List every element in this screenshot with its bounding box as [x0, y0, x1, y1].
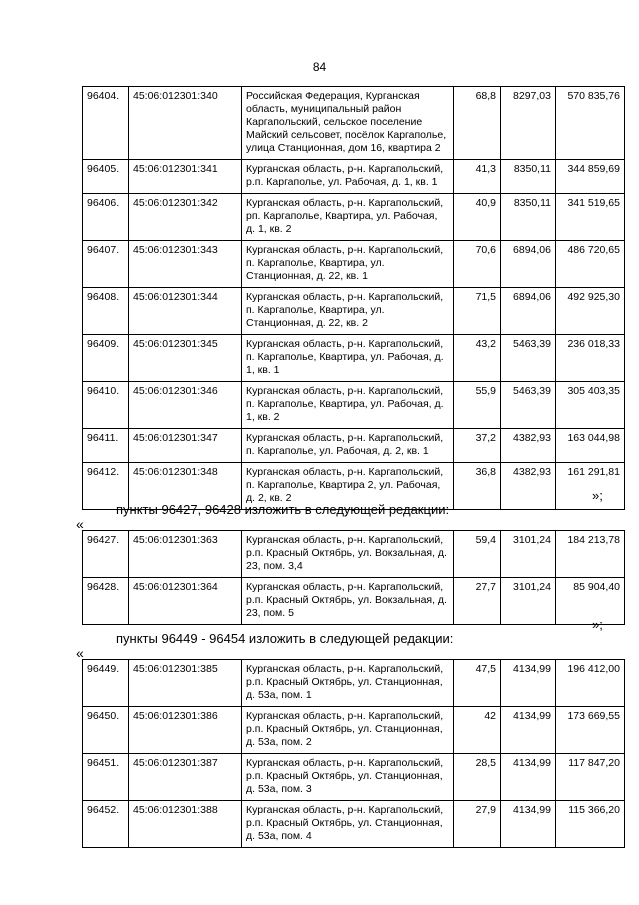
table-row — [83, 382, 625, 429]
unit-price-cell: 8350,11 — [501, 160, 556, 194]
area-cell: 70,6 — [454, 241, 501, 288]
row-number-cell: 96409. — [83, 335, 129, 382]
unit-price-cell: 3101,24 — [501, 531, 556, 578]
table-row — [83, 801, 625, 848]
cadastral-number-cell: 45:06:012301:342 — [129, 194, 242, 241]
cadastral-number-cell: 45:06:012301:343 — [129, 241, 242, 288]
row-number-cell: 96428. — [83, 578, 129, 625]
table-row — [83, 707, 625, 754]
opening-quote-2: « — [76, 645, 84, 661]
row-number-cell: 96404. — [83, 87, 129, 160]
register-table-3 — [82, 659, 625, 848]
cadastral-cost-cell: 344 859,69 — [556, 160, 625, 194]
row-number-cell: 96411. — [83, 429, 129, 463]
address-cell: Курганская область, р-н. Каргапольский, п. Каргаполье, Квартира, ул. Рабочая, д. 1, кв. 2 — [242, 382, 454, 429]
area-cell: 40,9 — [454, 194, 501, 241]
closing-quote-1: »; — [592, 488, 603, 503]
table-row — [83, 194, 625, 241]
row-number-cell: 96406. — [83, 194, 129, 241]
address-cell: Курганская область, р-н. Каргапольский, р.п. Каргаполье, ул. Рабочая, д. 1, кв. 1 — [242, 160, 454, 194]
unit-price-cell: 4134,99 — [501, 707, 556, 754]
table-row — [83, 660, 625, 707]
table-row — [83, 531, 625, 578]
cadastral-number-cell: 45:06:012301:364 — [129, 578, 242, 625]
unit-price-cell: 4134,99 — [501, 801, 556, 848]
table-row — [83, 241, 625, 288]
unit-price-cell: 8297,03 — [501, 87, 556, 160]
unit-price-cell: 4382,93 — [501, 429, 556, 463]
table-row — [83, 288, 625, 335]
cadastral-number-cell: 45:06:012301:386 — [129, 707, 242, 754]
row-number-cell: 96408. — [83, 288, 129, 335]
unit-price-cell: 4134,99 — [501, 754, 556, 801]
area-cell: 42 — [454, 707, 501, 754]
unit-price-cell: 6894,06 — [501, 288, 556, 335]
area-cell: 55,9 — [454, 382, 501, 429]
address-cell: Курганская область, р-н. Каргапольский, п. Каргаполье, ул. Рабочая, д. 2, кв. 1 — [242, 429, 454, 463]
cadastral-number-cell: 45:06:012301:387 — [129, 754, 242, 801]
cadastral-cost-cell: 115 366,20 — [556, 801, 625, 848]
row-number-cell: 96407. — [83, 241, 129, 288]
row-number-cell: 96449. — [83, 660, 129, 707]
address-cell: Курганская область, р-н. Каргапольский, рп. Каргаполье, Квартира, ул. Рабочая, д. 1, кв. 2 — [242, 194, 454, 241]
table-row — [83, 335, 625, 382]
cadastral-cost-cell: 117 847,20 — [556, 754, 625, 801]
area-cell: 27,9 — [454, 801, 501, 848]
table-row — [83, 87, 625, 160]
address-cell: Курганская область, р-н. Каргапольский, р.п. Красный Октябрь, ул. Станционная, д. 53а, пом. 1 — [242, 660, 454, 707]
page-number: 84 — [312, 60, 327, 74]
area-cell: 68,8 — [454, 87, 501, 160]
cadastral-number-cell: 45:06:012301:341 — [129, 160, 242, 194]
cadastral-cost-cell: 196 412,00 — [556, 660, 625, 707]
area-cell: 43,2 — [454, 335, 501, 382]
address-cell: Курганская область, р-н. Каргапольский, п. Каргаполье, Квартира 2, ул. Рабочая, д. 2, кв. 2 — [242, 463, 454, 510]
cadastral-cost-cell: 163 044,98 — [556, 429, 625, 463]
area-cell: 36,8 — [454, 463, 501, 510]
closing-quote-2: »; — [592, 617, 603, 632]
row-number-cell: 96405. — [83, 160, 129, 194]
unit-price-cell: 3101,24 — [501, 578, 556, 625]
unit-price-cell: 4382,93 — [501, 463, 556, 510]
row-number-cell: 96427. — [83, 531, 129, 578]
table-row — [83, 754, 625, 801]
unit-price-cell: 8350,11 — [501, 194, 556, 241]
cadastral-cost-cell: 492 925,30 — [556, 288, 625, 335]
row-number-cell: 96451. — [83, 754, 129, 801]
address-cell: Курганская область, р-н. Каргапольский, р.п. Красный Октябрь, ул. Вокзальная, д. 23, пом. 5 — [242, 578, 454, 625]
row-number-cell: 96452. — [83, 801, 129, 848]
cadastral-cost-cell: 486 720,65 — [556, 241, 625, 288]
cadastral-cost-cell: 161 291,81 — [556, 463, 625, 510]
table-row — [83, 578, 625, 625]
cadastral-cost-cell: 341 519,65 — [556, 194, 625, 241]
area-cell: 28,5 — [454, 754, 501, 801]
register-table-2 — [82, 530, 625, 625]
opening-quote-1: « — [76, 516, 84, 532]
register-table-1 — [82, 86, 625, 510]
cadastral-number-cell: 45:06:012301:345 — [129, 335, 242, 382]
address-cell: Курганская область, р-н. Каргапольский, п. Каргаполье, Квартира, ул. Станционная, д. 22, кв. 1 — [242, 241, 454, 288]
cadastral-cost-cell: 305 403,35 — [556, 382, 625, 429]
cadastral-number-cell: 45:06:012301:388 — [129, 801, 242, 848]
area-cell: 41,3 — [454, 160, 501, 194]
unit-price-cell: 5463,39 — [501, 335, 556, 382]
area-cell: 71,5 — [454, 288, 501, 335]
row-number-cell: 96450. — [83, 707, 129, 754]
row-number-cell: 96412. — [83, 463, 129, 510]
area-cell: 27,7 — [454, 578, 501, 625]
table-row — [83, 429, 625, 463]
unit-price-cell: 6894,06 — [501, 241, 556, 288]
address-cell: Российская Федерация, Курганская область, муниципальный район Каргапольский, сельское поселение Майский сельсовет, посёлок Каргаполье, улица Станционная, дом 16, квартира 2 — [242, 87, 454, 160]
address-cell: Курганская область, р-н. Каргапольский, р.п. Красный Октябрь, ул. Вокзальная, д. 23, пом. 3,4 — [242, 531, 454, 578]
cadastral-cost-cell: 173 669,55 — [556, 707, 625, 754]
cadastral-number-cell: 45:06:012301:363 — [129, 531, 242, 578]
table-row — [83, 160, 625, 194]
cadastral-number-cell: 45:06:012301:347 — [129, 429, 242, 463]
cadastral-number-cell: 45:06:012301:348 — [129, 463, 242, 510]
cadastral-cost-cell: 570 835,76 — [556, 87, 625, 160]
amendment-intro-2: пункты 96449 - 96454 изложить в следующей редакции: — [116, 631, 454, 646]
row-number-cell: 96410. — [83, 382, 129, 429]
cadastral-number-cell: 45:06:012301:346 — [129, 382, 242, 429]
cadastral-cost-cell: 184 213,78 — [556, 531, 625, 578]
cadastral-number-cell: 45:06:012301:385 — [129, 660, 242, 707]
address-cell: Курганская область, р-н. Каргапольский, п. Каргаполье, Квартира, ул. Станционная, д. 22, кв. 2 — [242, 288, 454, 335]
cadastral-number-cell: 45:06:012301:344 — [129, 288, 242, 335]
unit-price-cell: 5463,39 — [501, 382, 556, 429]
area-cell: 47,5 — [454, 660, 501, 707]
address-cell: Курганская область, р-н. Каргапольский, п. Каргаполье, Квартира, ул. Рабочая, д. 1, кв. 1 — [242, 335, 454, 382]
address-cell: Курганская область, р-н. Каргапольский, р.п. Красный Октябрь, ул. Станционная, д. 53а, пом. 4 — [242, 801, 454, 848]
area-cell: 37,2 — [454, 429, 501, 463]
cadastral-number-cell: 45:06:012301:340 — [129, 87, 242, 160]
cadastral-cost-cell: 85 904,40 — [556, 578, 625, 625]
address-cell: Курганская область, р-н. Каргапольский, р.п. Красный Октябрь, ул. Станционная, д. 53а, пом. 2 — [242, 707, 454, 754]
amendment-intro-1: пункты 96427, 96428 изложить в следующей редакции: — [116, 502, 450, 517]
address-cell: Курганская область, р-н. Каргапольский, р.п. Красный Октябрь, ул. Станционная, д. 53а, пом. 3 — [242, 754, 454, 801]
area-cell: 59,4 — [454, 531, 501, 578]
cadastral-cost-cell: 236 018,33 — [556, 335, 625, 382]
unit-price-cell: 4134,99 — [501, 660, 556, 707]
